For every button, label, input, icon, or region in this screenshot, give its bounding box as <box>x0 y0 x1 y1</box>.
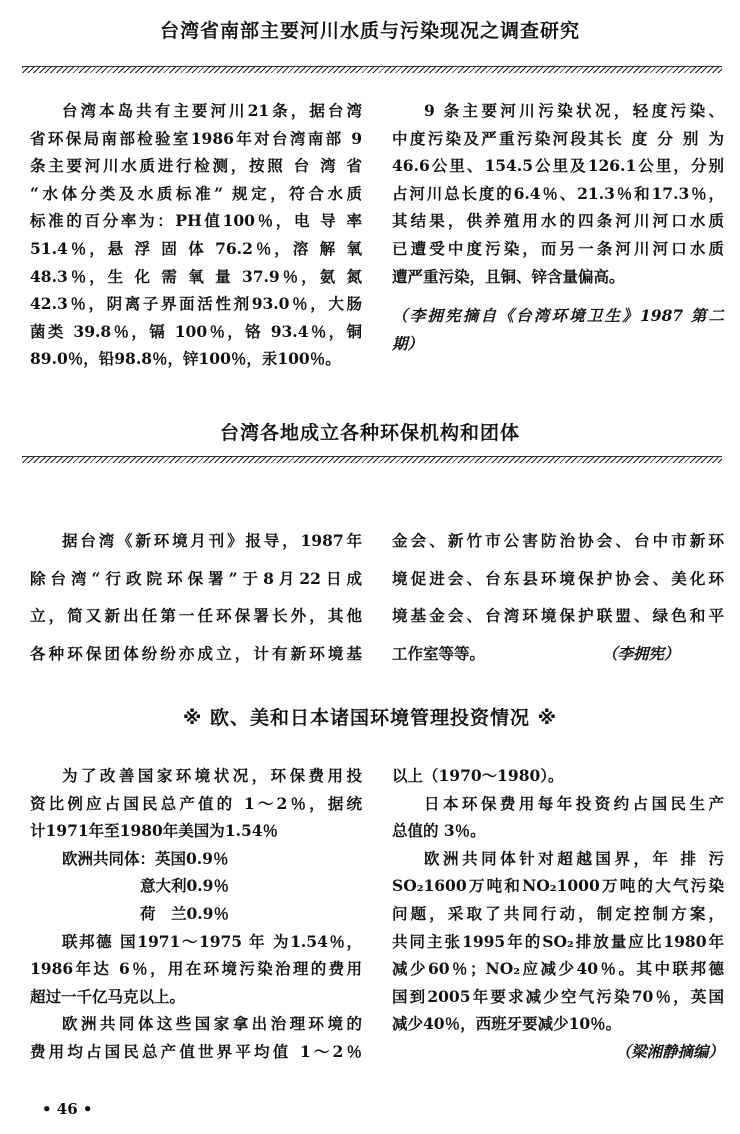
source-credit: （李拥宪摘自《台湾环境卫生》1987 第二 <box>392 306 724 326</box>
text-line: 以上（1970～1980）。 <box>392 766 564 785</box>
text-line: 中度污染及严重污染河段其长 度 分 别 为 <box>392 128 724 148</box>
text-line: 问题，采取了共同行动，制定控制方案， <box>392 903 724 923</box>
text-line: 1986年达 6％，用在环境污染治理的费用 <box>30 959 362 979</box>
text-line: 9 条主要河川污染状况，轻度污染、 <box>424 101 724 120</box>
title-divider-1 <box>22 66 722 73</box>
text-line: 欧洲共同体针对超越国界，年 排 污 <box>424 848 724 868</box>
text-line: 42.3％，阴离子界面活性剂93.0％，大肠 <box>30 294 362 314</box>
text-line: 占河川总长度的6.4％、21.3％和17.3％， <box>392 183 724 203</box>
text-line: 48.3％，生 化 需 氧 量 37.9％，氨 氮 <box>30 266 362 286</box>
text-line: 台湾本岛共有主要河川21条，据台湾 <box>62 101 362 120</box>
text-line: 资比例应占国民总产值的 1～2％，据统 <box>30 793 362 813</box>
text-line: 标准的百分率为：PH值100％，电 导 率 <box>30 211 362 231</box>
text-line: 荷 兰0.9％ <box>140 903 229 923</box>
text-line: 为了改善国家环境状况，环保费用投 <box>62 766 362 785</box>
text-line: 51.4％，悬 浮 固 体 76.2％，溶 解 氧 <box>30 238 362 258</box>
article-title-3: ※ 欧、美和日本诸国环境管理投资情况 ※ <box>182 707 558 729</box>
text-line: 费用均占国民总产值世界平均值 1～2％ <box>30 1041 362 1061</box>
text-line: 总值的 3％。 <box>392 821 486 841</box>
text-line: 欧洲共同体：英国0.9％ <box>62 848 229 868</box>
source-credit: 期） <box>392 333 424 353</box>
text-line: 减少40％，西班牙要减少10％。 <box>392 1014 622 1034</box>
text-line: 境促进会、台东县环境保护协会、美化环 <box>392 568 724 588</box>
text-line: 计1971年至1980年美国为1.54％ <box>30 821 279 841</box>
article-title-2: 台湾各地成立各种环保机构和团体 <box>219 422 520 444</box>
article-2-left-column <box>30 522 362 672</box>
text-line: 菌类 39.8％，镉 100％，铬 93.4％，铜 <box>30 321 362 341</box>
text-line: 境基金会、台湾环境保护联盟、绿色和平 <box>392 606 724 625</box>
source-credit: （梁湘静摘编） <box>615 1041 724 1061</box>
article-3-right-column <box>392 762 724 1066</box>
text-line: 国到2005年要求减少空气污染70％，英国 <box>392 986 724 1006</box>
article-3-left-column <box>30 762 362 1066</box>
title-divider-2 <box>22 456 722 463</box>
text-line: 除台湾“行政院环保署”于8月22日成 <box>30 568 362 588</box>
text-line: 联邦德 国1971～1975 年 为1.54％， <box>62 931 362 951</box>
source-credit: （李拥宪） <box>602 643 680 663</box>
text-line <box>392 635 724 673</box>
text-line: 各种环保团体纷纷亦成立，计有新环境基 <box>30 643 362 663</box>
text-line: 遭严重污染，且铜、锌含量偏高。 <box>392 266 625 286</box>
text-line: 欧洲共同体这些国家拿出治理环境的 <box>62 1014 362 1034</box>
article-1-right-column <box>392 97 724 357</box>
text-line: 日本环保费用每年投资约占国民生产 <box>424 793 724 813</box>
text-line: 超过一千亿马克以上。 <box>30 986 186 1006</box>
text-line: 共同主张1995年的SO₂排放量应比1980年 <box>392 931 724 951</box>
text-line: 89.0％，铅98.8％，锌100％，汞100％。 <box>30 349 341 369</box>
text-line: 意大利0.9％ <box>140 876 229 896</box>
article-2-right-column <box>392 522 724 672</box>
text-line: 已遭受中度污染，而另一条河川河口水质 <box>392 238 724 258</box>
text-line: SO₂1600万吨和NO₂1000万吨的大气污染 <box>392 876 724 896</box>
page-number: • 46 • <box>42 1100 93 1118</box>
article-title-1: 台湾省南部主要河川水质与污染现况之调查研究 <box>159 20 580 42</box>
article-1-left-column <box>30 97 362 373</box>
text-line: “水体分类及水质标准” 规定，符合水质 <box>30 183 362 203</box>
text-line: 立，简又新出任第一任环保署长外，其他 <box>30 606 362 625</box>
text-line: 减少60％；NO₂应减少40％。其中联邦德 <box>392 959 724 979</box>
text-line: 省环保局南部检验室1986年对台湾南部 9 <box>30 128 362 148</box>
text-line: 据台湾《新环境月刊》报导，1987年 <box>62 531 362 550</box>
text-line: 金会、新竹市公害防治协会、台中市新环 <box>392 531 724 550</box>
text-line: 条主要河川水质进行检测，按照 台 湾 省 <box>30 156 362 176</box>
text-line: 其结果，供养殖用水的四条河川河口水质 <box>392 211 724 231</box>
text-line: 46.6公里、154.5公里及126.1公里，分别 <box>392 156 724 176</box>
text-line-content: 工作室等等。 <box>392 643 486 663</box>
